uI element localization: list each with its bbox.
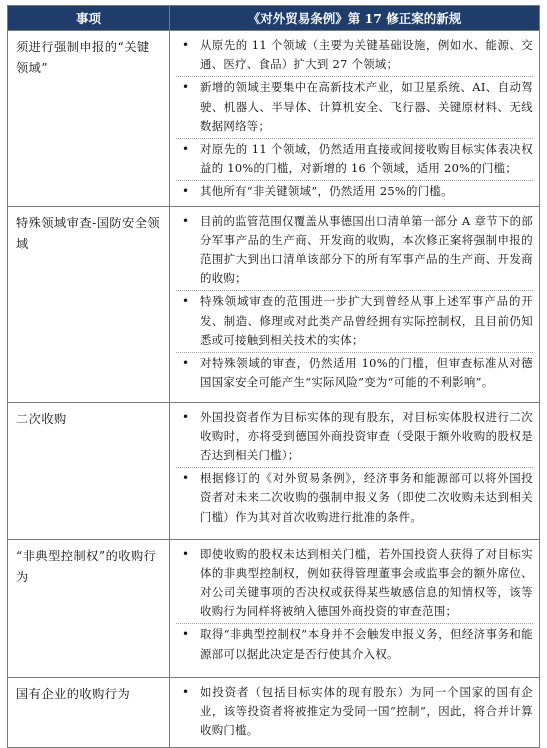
list-item-text: 即使收购的股权未达到相关门槛，若外国投资人获得了对目标实体的非典型控制权，例如获得管理董事会或监事会的额外席位、对公司关键事项的否决权或获得某些敏感信息的知情权等，该等收购行为同样将被纳入德国外商投资的审查范围； [200, 546, 533, 619]
list-item [176, 211, 533, 292]
list-item-text: 取得“非典型控制权”本身并不会触发申报义务，但经济事务和能源部可以据此决定是否行使其介入权。 [200, 627, 533, 661]
bullet-icon: • [182, 38, 190, 52]
list-item [176, 624, 533, 665]
table-row [8, 31, 540, 207]
row-item: 二次收购 [8, 402, 170, 539]
list-item-text: 从原先的 11 个领域（主要为关键基础设施，例如水、能源、交通、医疗、食品）扩大到 27 个领域； [200, 38, 533, 72]
table-row [8, 677, 540, 747]
bullet-icon: • [182, 356, 190, 371]
list-item [176, 407, 533, 469]
list-item-text: 新增的领域主要集中在高新技术产业，如卫星系统、AI、自动驾驶、机器人、半导体、计算机安全、飞行器、关键原材料、无线数据网络等； [200, 80, 533, 133]
list-item [176, 181, 533, 203]
bullet-icon: • [182, 409, 190, 424]
row-description [170, 31, 540, 207]
list-item-text: 对特殊领域的审查，仍然适用 10%的门槛，但审查标准从对德国国家安全可能产生“实际风险”变为“可能的不利影响”。 [200, 356, 533, 390]
bullet-list [176, 211, 533, 395]
bullet-icon: • [182, 213, 190, 228]
bullet-icon: • [182, 184, 190, 199]
bullet-icon: • [182, 546, 190, 561]
list-item [176, 682, 533, 743]
header-new-rules: 《对外贸易条例》第 17 修正案的新规 [170, 6, 540, 31]
row-description [170, 677, 540, 747]
header-item: 事项 [8, 6, 170, 31]
bullet-list [176, 35, 533, 204]
row-description [170, 206, 540, 402]
bullet-list [176, 682, 533, 743]
list-item [176, 468, 533, 529]
regulation-table [7, 5, 540, 748]
list-item-text: 对原先的 11 个领域，仍然适用直接或间接收购目标实体表决权益的 10%的门槛，对新增的 16 个领域，适用 20%的门槛； [200, 142, 533, 176]
bullet-icon: • [182, 294, 190, 309]
list-item [176, 544, 533, 625]
bullet-list [176, 544, 533, 666]
bullet-icon: • [182, 80, 190, 95]
bullet-list [176, 407, 533, 529]
list-item [176, 35, 533, 77]
list-item [176, 77, 533, 139]
row-item: 须进行强制申报的“关键领域” [8, 31, 170, 207]
table-row [8, 539, 540, 677]
list-item [176, 291, 533, 353]
row-item: “非典型控制权”的收购行为 [8, 539, 170, 677]
bullet-icon: • [182, 627, 190, 642]
list-item-text: 其他所有“非关键领域”，仍然适用 25%的门槛。 [200, 184, 453, 199]
list-item-text: 外国投资者作为目标实体的现有股东，对目标实体股权进行二次收购时，亦将受到德国外商投资审查（受限于额外收购的股权是否达到相关门槛）； [200, 409, 533, 463]
table-row [8, 206, 540, 402]
row-description [170, 539, 540, 677]
bullet-icon: • [182, 684, 190, 699]
row-item: 国有企业的收购行为 [8, 677, 170, 747]
list-item-text: 特殊领域审查的范围进一步扩大到曾经从事上述军事产品的开发、制造、修理或对此类产品曾经拥有实际控制权，且目前仍知悉或可接触到相关技术的实体； [200, 294, 533, 347]
list-item-text: 根据修订的《对外贸易条例》，经济事务和能源部可以将外国投资者对未来二次收购的强制申报义务（即使二次收购未达到相关门槛）作为其对首次收购进行批准的条件。 [200, 471, 533, 524]
table-header-row [8, 6, 540, 31]
list-item-text: 目前的监管范围仅覆盖从事德国出口清单第一部分 A 章节下的部分军事产品的生产商、开发商的收购，本次修正案将强制申报的范围扩大到出口清单该部分下的所有军事产品的生产商、开发商的收购； [200, 213, 533, 286]
list-item [176, 139, 533, 181]
bullet-icon: • [182, 142, 190, 157]
list-item [176, 353, 533, 394]
row-description [170, 402, 540, 539]
bullet-icon: • [182, 471, 190, 486]
list-item-text: 如投资者（包括目标实体的现有股东）为同一个国家的国有企业，该等投资者将被推定为受同一国“控制”，因此，将合并计算收购门槛。 [200, 684, 533, 738]
table-row [8, 402, 540, 539]
row-item: 特殊领域审查-国防安全领域 [8, 206, 170, 402]
